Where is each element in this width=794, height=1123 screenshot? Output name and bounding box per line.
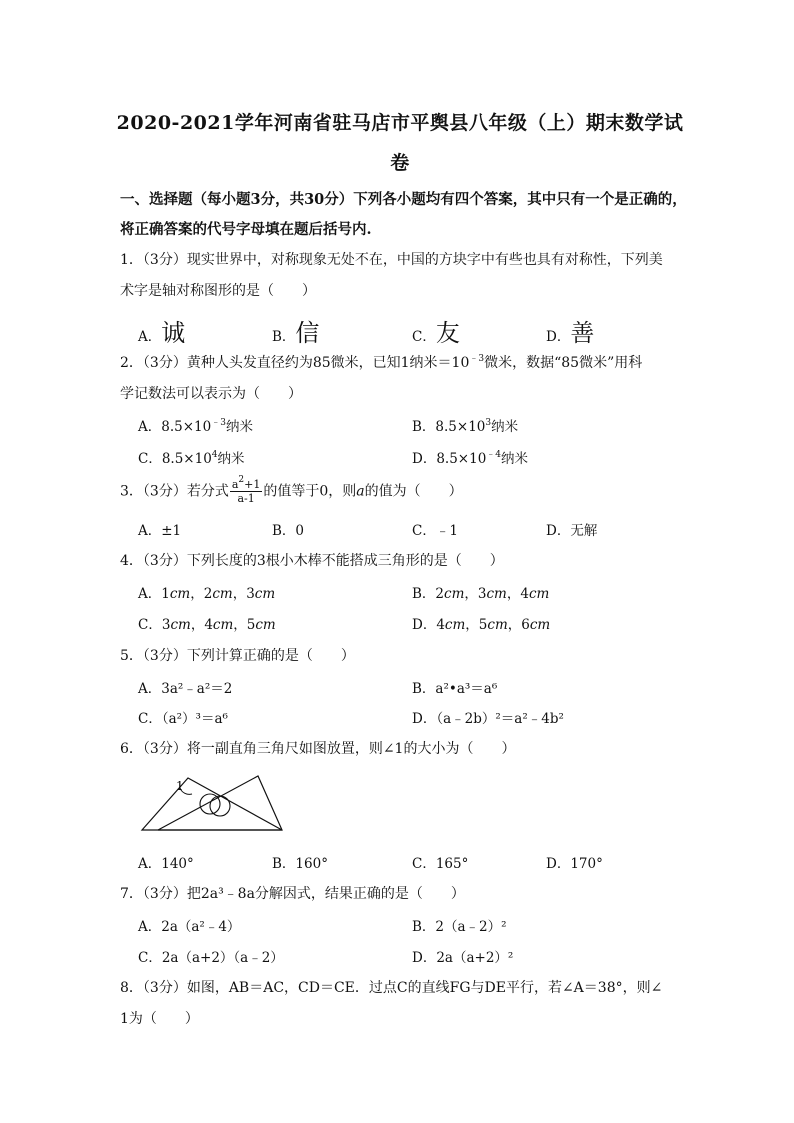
q4-option-d: D．4cm，5cm，6cm — [412, 617, 551, 633]
q5-option-d: D．（a﹣2b）²＝a²﹣4b² — [412, 711, 564, 727]
question-1-line2: 术字是轴对称图形的是（ ） — [120, 283, 316, 299]
q1-option-d: D．善 — [546, 319, 595, 347]
q2-option-d: D．$8.5\times 10^{﹣4}$纳米 — [412, 450, 529, 467]
q2-option-a: A．$8.5\times 10^{﹣3}$纳米 — [138, 418, 253, 435]
q3-option-c: C．﹣1 — [412, 523, 458, 539]
q1-glyph-a: 诚 — [161, 319, 186, 347]
q7-option-c: C．2a（a+2）（a﹣2） — [138, 950, 284, 966]
q7-option-a: A．2a（a²﹣4） — [138, 919, 241, 935]
q1-glyph-d: 善 — [570, 319, 595, 347]
q6-option-c: C．165° — [412, 856, 469, 872]
q4-option-c: C．3cm，4cm，5cm — [138, 617, 276, 633]
q3-option-a: A．±1 — [138, 523, 182, 539]
question-6-line: 6．（3分）将一副直角三角尺如图放置，则∠1的大小为（ ） — [120, 741, 516, 757]
q5-option-c: C．（a²）³＝a⁶ — [138, 711, 228, 727]
q2-option-b: B．$8.5\times 10^3$纳米 — [412, 418, 519, 435]
question-5-line: 5．（3分）下列计算正确的是（ ） — [120, 648, 355, 664]
q3-option-b: B．0 — [272, 523, 305, 539]
angle-1-label: 1 — [176, 779, 184, 793]
question-3-line: 3．（3分）若分式 $\frac{a^2+1}{a-1}$ 的值等于0，则a的值为（ ） — [120, 475, 463, 505]
question-2-line1: 2．（3分）黄种人头发直径约为85微米，已知1纳米$=10^{﹣3}$微米，数据“85微米”用科 — [120, 354, 643, 371]
q5-option-b: B．a²•a³＝a⁶ — [412, 681, 498, 697]
set-square-figure — [136, 768, 286, 834]
set-square-large — [142, 778, 282, 830]
q1-glyph-c: 友 — [435, 319, 460, 347]
question-2-line2: 学记数法可以表示为（ ） — [120, 386, 302, 402]
question-4-line: 4．（3分）下列长度的3根小木棒不能搭成三角形的是（ ） — [120, 553, 504, 569]
q4-option-a: A．1cm，2cm，3cm — [138, 586, 276, 602]
q1-option-b: B．信 — [272, 319, 320, 347]
q6-option-d: D．170° — [546, 856, 603, 872]
q6-option-a: A．140° — [138, 856, 194, 872]
exam-title-line2: 卷 — [390, 152, 410, 174]
q1-option-c: C．友 — [412, 319, 460, 347]
q1-option-a: A．诚 — [138, 319, 186, 347]
q4-option-b: B．2cm，3cm，4cm — [412, 586, 550, 602]
question-7-line: 7．（3分）把2a³﹣8a分解因式，结果正确的是（ ） — [120, 886, 465, 902]
exam-title-line1: 2020-2021学年河南省驻马店市平舆县八年级（上）期末数学试 — [116, 112, 684, 134]
question-8-line1: 8．（3分）如图，AB＝AC，CD＝CE．过点C的直线FG与DE平行，若∠A＝38°，则∠ — [120, 980, 663, 996]
q2-option-c: C．$8.5\times 10^4$纳米 — [138, 450, 245, 467]
q3-option-d: D．无解 — [546, 523, 598, 539]
q7-option-b: B．2（a﹣2）² — [412, 919, 507, 935]
question-8-line2: 1为（ ） — [120, 1011, 199, 1027]
q5-option-a: A．3a²﹣a²＝2 — [138, 681, 233, 697]
section-header-line1: 一、选择题（每小题3分，共30分）下列各小题均有四个答案，其中只有一个是正确的， — [120, 191, 687, 208]
q1-glyph-b: 信 — [295, 319, 320, 347]
section-header-line2: 将正确答案的代号字母填在题后括号内. — [120, 221, 372, 238]
q3-fraction: $\frac{a^2+1}{a-1}$ — [231, 475, 261, 505]
q7-option-d: D．2a（a+2）² — [412, 950, 514, 966]
q6-option-b: B．160° — [272, 856, 328, 872]
question-1-line1: 1．（3分）现实世界中，对称现象无处不在，中国的方块字中有些也具有对称性，下列美 — [120, 252, 663, 268]
